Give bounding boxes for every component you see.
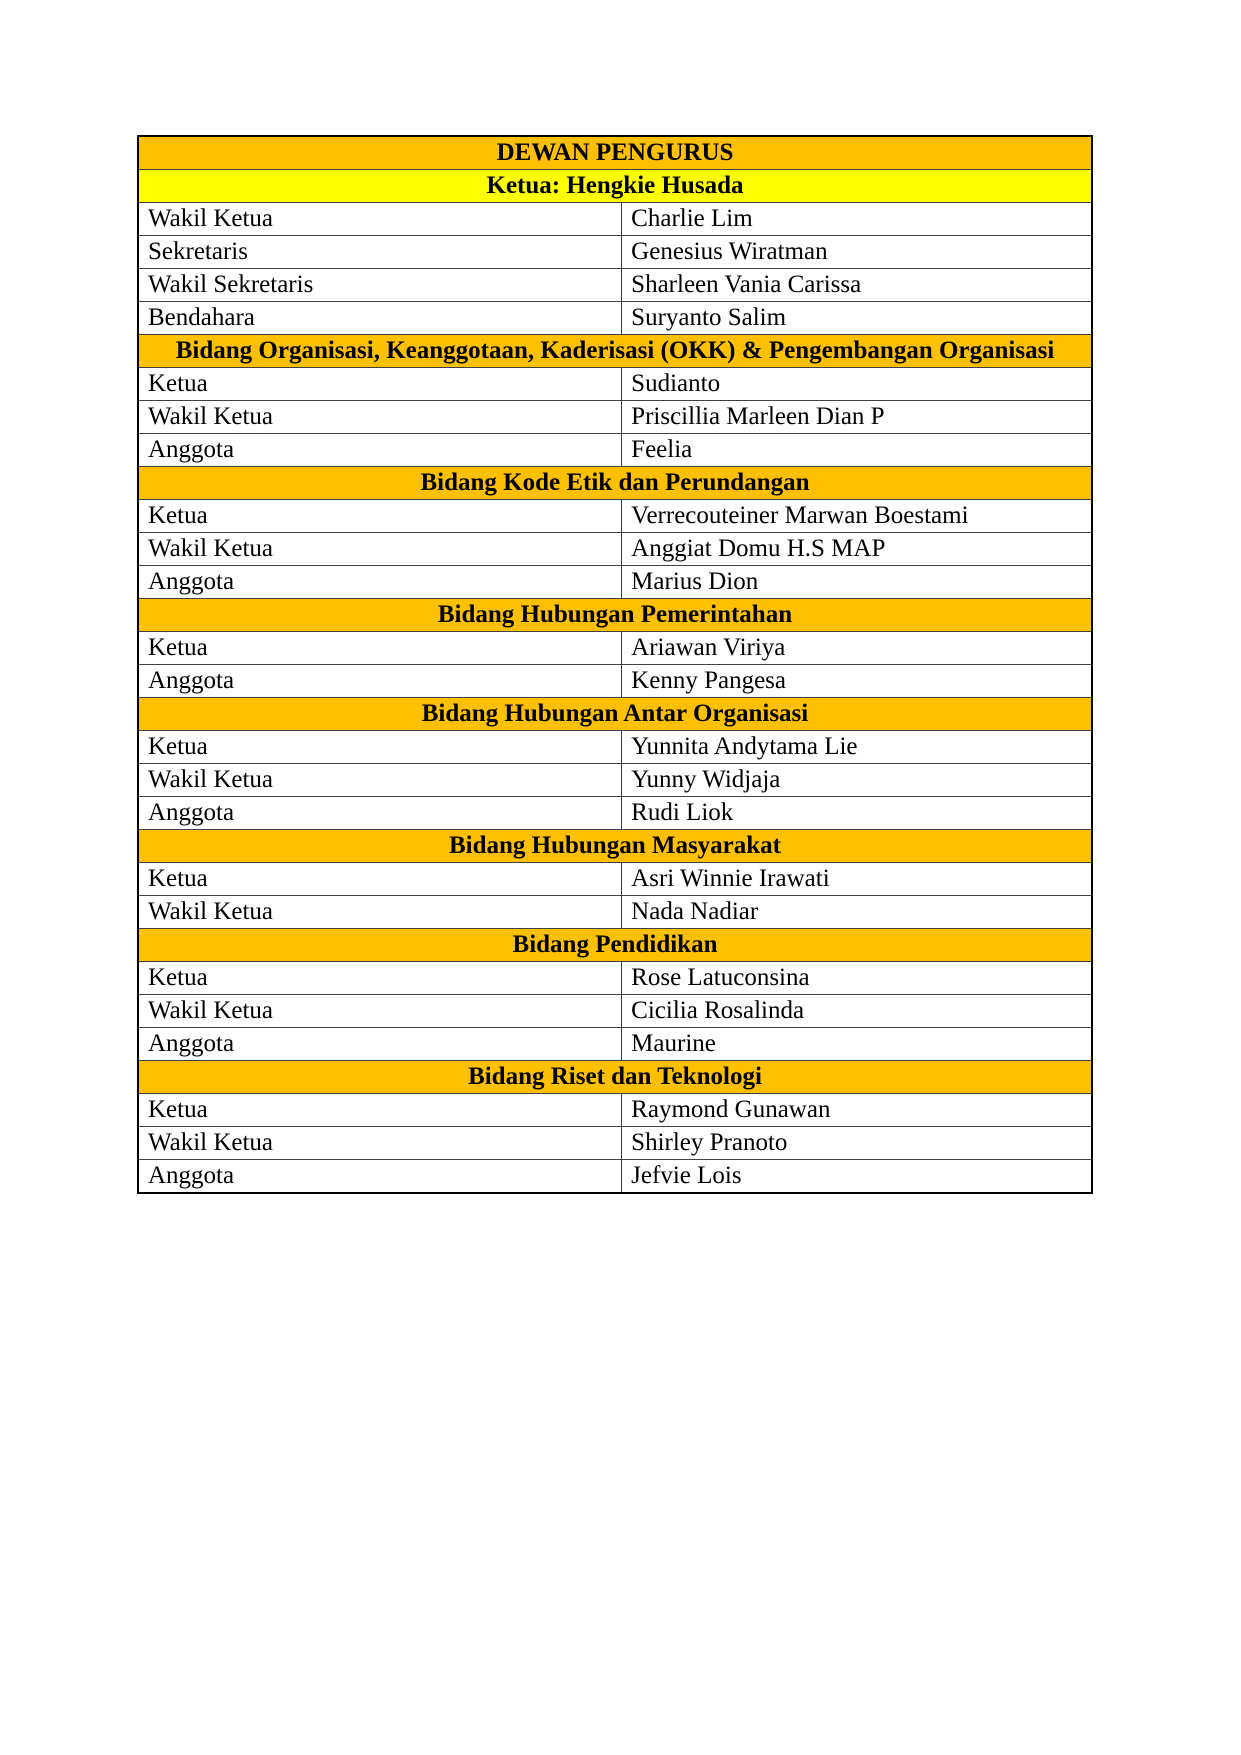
section-header-row [138, 1061, 1092, 1094]
chairman-row [138, 170, 1092, 203]
table-row [138, 368, 1092, 401]
table-row [138, 203, 1092, 236]
name-cell: Asri Winnie Irawati [622, 863, 1092, 896]
table-row [138, 401, 1092, 434]
name-cell: Shirley Pranoto [622, 1127, 1092, 1160]
name-cell: Sharleen Vania Carissa [622, 269, 1092, 302]
name-cell: Rudi Liok [622, 797, 1092, 830]
table-row [138, 962, 1092, 995]
role-cell: Ketua [138, 962, 622, 995]
role-cell: Wakil Ketua [138, 1127, 622, 1160]
name-cell: Sudianto [622, 368, 1092, 401]
role-cell: Wakil Ketua [138, 533, 622, 566]
section-header: Bidang Kode Etik dan Perundangan [138, 467, 1092, 500]
name-cell: Anggiat Domu H.S MAP [622, 533, 1092, 566]
role-cell: Anggota [138, 665, 622, 698]
section-header: Bidang Hubungan Masyarakat [138, 830, 1092, 863]
role-cell: Anggota [138, 1160, 622, 1194]
role-cell: Sekretaris [138, 236, 622, 269]
table-title: DEWAN PENGURUS [138, 136, 1092, 170]
board-table [137, 135, 1093, 1194]
table-row [138, 632, 1092, 665]
table-row [138, 269, 1092, 302]
table-row [138, 533, 1092, 566]
name-cell: Raymond Gunawan [622, 1094, 1092, 1127]
name-cell: Cicilia Rosalinda [622, 995, 1092, 1028]
name-cell: Nada Nadiar [622, 896, 1092, 929]
table-row [138, 500, 1092, 533]
table-row [138, 302, 1092, 335]
table-row [138, 1028, 1092, 1061]
name-cell: Jefvie Lois [622, 1160, 1092, 1194]
name-cell: Rose Latuconsina [622, 962, 1092, 995]
table-row [138, 896, 1092, 929]
name-cell: Genesius Wiratman [622, 236, 1092, 269]
section-header-row [138, 830, 1092, 863]
section-header: Bidang Riset dan Teknologi [138, 1061, 1092, 1094]
table-row [138, 797, 1092, 830]
name-cell: Ariawan Viriya [622, 632, 1092, 665]
section-header: Bidang Pendidikan [138, 929, 1092, 962]
role-cell: Ketua [138, 632, 622, 665]
section-header-row [138, 467, 1092, 500]
table-row [138, 665, 1092, 698]
section-header: Bidang Organisasi, Keanggotaan, Kaderisasi (OKK) & Pengembangan Organisasi [138, 335, 1092, 368]
role-cell: Ketua [138, 368, 622, 401]
role-cell: Ketua [138, 863, 622, 896]
section-header-row [138, 929, 1092, 962]
name-cell: Yunny Widjaja [622, 764, 1092, 797]
name-cell: Maurine [622, 1028, 1092, 1061]
chairman-label: Ketua: Hengkie Husada [138, 170, 1092, 203]
name-cell: Yunnita Andytama Lie [622, 731, 1092, 764]
role-cell: Anggota [138, 797, 622, 830]
table-row [138, 1094, 1092, 1127]
table-row [138, 566, 1092, 599]
role-cell: Wakil Ketua [138, 203, 622, 236]
role-cell: Wakil Ketua [138, 401, 622, 434]
role-cell: Bendahara [138, 302, 622, 335]
name-cell: Verrecouteiner Marwan Boestami [622, 500, 1092, 533]
name-cell: Charlie Lim [622, 203, 1092, 236]
role-cell: Wakil Sekretaris [138, 269, 622, 302]
role-cell: Wakil Ketua [138, 995, 622, 1028]
role-cell: Ketua [138, 1094, 622, 1127]
section-header-row [138, 698, 1092, 731]
name-cell: Marius Dion [622, 566, 1092, 599]
table-row [138, 1127, 1092, 1160]
role-cell: Anggota [138, 566, 622, 599]
table-row [138, 863, 1092, 896]
table-row [138, 995, 1092, 1028]
name-cell: Kenny Pangesa [622, 665, 1092, 698]
section-header-row [138, 335, 1092, 368]
board-table-body [138, 136, 1092, 1193]
table-row [138, 731, 1092, 764]
table-row [138, 236, 1092, 269]
role-cell: Wakil Ketua [138, 764, 622, 797]
role-cell: Wakil Ketua [138, 896, 622, 929]
role-cell: Ketua [138, 731, 622, 764]
table-title-row [138, 136, 1092, 170]
table-row [138, 764, 1092, 797]
name-cell: Feelia [622, 434, 1092, 467]
table-row [138, 434, 1092, 467]
role-cell: Anggota [138, 434, 622, 467]
name-cell: Suryanto Salim [622, 302, 1092, 335]
table-row [138, 1160, 1092, 1194]
section-header: Bidang Hubungan Antar Organisasi [138, 698, 1092, 731]
section-header-row [138, 599, 1092, 632]
name-cell: Priscillia Marleen Dian P [622, 401, 1092, 434]
role-cell: Ketua [138, 500, 622, 533]
role-cell: Anggota [138, 1028, 622, 1061]
section-header: Bidang Hubungan Pemerintahan [138, 599, 1092, 632]
